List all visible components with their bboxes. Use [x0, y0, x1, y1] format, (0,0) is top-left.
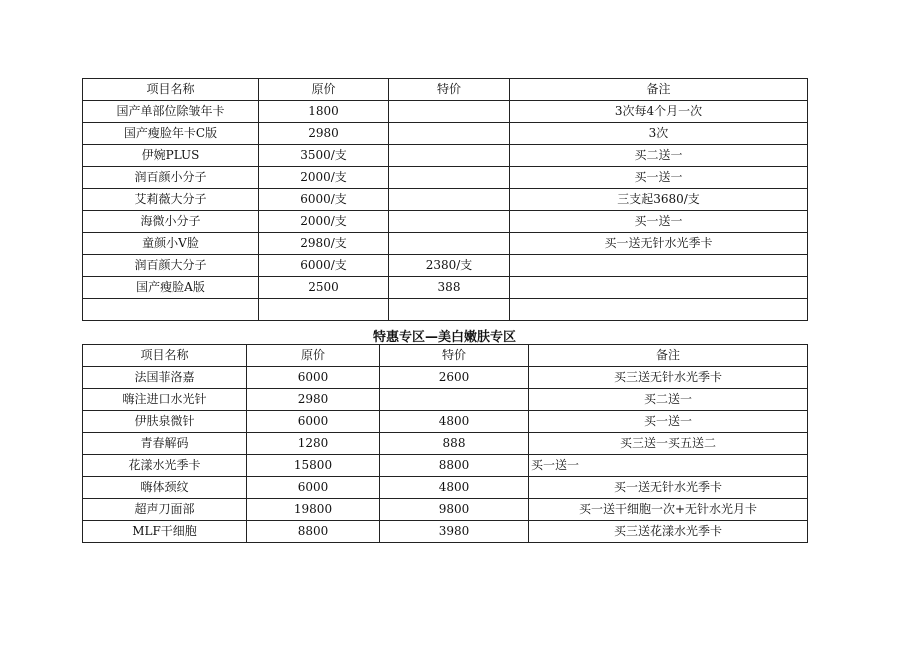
item-name-cell: 嗨体颈纹 [83, 477, 247, 499]
table-row [83, 411, 808, 433]
special-price-cell [380, 389, 529, 411]
remark-cell: 买一送干细胞一次+无针水光月卡 [529, 499, 808, 521]
original-price-cell: 19800 [247, 499, 380, 521]
remark-cell: 买一送一 [510, 167, 808, 189]
item-name-cell: 伊肤泉微针 [83, 411, 247, 433]
table-row [83, 211, 808, 233]
table-row [83, 521, 808, 543]
special-price-cell: 4800 [380, 477, 529, 499]
table-row [83, 367, 808, 389]
original-price-cell: 2980/支 [259, 233, 389, 255]
table-row [83, 123, 808, 145]
original-price-header: 原价 [247, 345, 380, 367]
original-price-cell: 6000/支 [259, 255, 389, 277]
original-price-cell: 6000 [247, 411, 380, 433]
original-price-header: 原价 [259, 79, 389, 101]
item-name-cell: 润百颜大分子 [83, 255, 259, 277]
remark-cell [510, 299, 808, 321]
remark-cell: 三支起3680/支 [510, 189, 808, 211]
original-price-cell: 3500/支 [259, 145, 389, 167]
original-price-cell: 6000 [247, 477, 380, 499]
special-price-cell: 8800 [380, 455, 529, 477]
original-price-cell [259, 299, 389, 321]
special-price-cell [389, 145, 510, 167]
special-price-cell: 3980 [380, 521, 529, 543]
item-name-cell: 童颜小V脸 [83, 233, 259, 255]
special-price-cell: 388 [389, 277, 510, 299]
header-row [83, 79, 808, 101]
remark-cell: 买三送花漾水光季卡 [529, 521, 808, 543]
remark-cell: 买三送无针水光季卡 [529, 367, 808, 389]
item-name-cell: 海微小分子 [83, 211, 259, 233]
special-price-cell: 2600 [380, 367, 529, 389]
remark-cell: 买三送一买五送二 [529, 433, 808, 455]
remark-cell: 买一送无针水光季卡 [529, 477, 808, 499]
original-price-cell: 1800 [259, 101, 389, 123]
special-price-header: 特价 [389, 79, 510, 101]
item-name-cell: 艾莉薇大分子 [83, 189, 259, 211]
original-price-cell: 8800 [247, 521, 380, 543]
item-name-header: 项目名称 [83, 79, 259, 101]
special-price-cell: 9800 [380, 499, 529, 521]
item-name-cell [83, 299, 259, 321]
special-price-cell [389, 167, 510, 189]
remark-cell: 买一送一 [510, 211, 808, 233]
item-name-cell: 国产单部位除皱年卡 [83, 101, 259, 123]
item-name-cell: 法国菲洛嘉 [83, 367, 247, 389]
item-name-cell: 国产瘦脸A版 [83, 277, 259, 299]
section-title: 特惠专区—美白嫩肤专区 [372, 330, 516, 345]
item-name-cell: 青春解码 [83, 433, 247, 455]
special-price-header: 特价 [380, 345, 529, 367]
special-price-cell [389, 233, 510, 255]
original-price-cell: 6000 [247, 367, 380, 389]
remark-cell: 买一送一 [529, 411, 808, 433]
special-price-cell [389, 101, 510, 123]
remark-cell: 买一送无针水光季卡 [510, 233, 808, 255]
table-row [83, 299, 808, 321]
table-row [83, 433, 808, 455]
remark-cell: 买一送一 [529, 455, 808, 477]
table-row [83, 499, 808, 521]
original-price-cell: 2000/支 [259, 211, 389, 233]
original-price-cell: 2980 [259, 123, 389, 145]
item-name-cell: 润百颜小分子 [83, 167, 259, 189]
original-price-cell: 6000/支 [259, 189, 389, 211]
special-price-cell [389, 123, 510, 145]
table-row [83, 167, 808, 189]
remark-cell [510, 255, 808, 277]
remark-cell: 3次 [510, 123, 808, 145]
original-price-cell: 1280 [247, 433, 380, 455]
item-name-cell: 国产瘦脸年卡C版 [83, 123, 259, 145]
remark-header: 备注 [510, 79, 808, 101]
item-name-cell: 超声刀面部 [83, 499, 247, 521]
price-table-2 [82, 344, 808, 543]
table-row [83, 189, 808, 211]
header-row [83, 345, 808, 367]
special-price-cell: 2380/支 [389, 255, 510, 277]
original-price-cell: 2980 [247, 389, 380, 411]
item-name-cell: MLF干细胞 [83, 521, 247, 543]
item-name-header: 项目名称 [83, 345, 247, 367]
table-row [83, 277, 808, 299]
special-price-cell: 4800 [380, 411, 529, 433]
table-row [83, 455, 808, 477]
table-row [83, 145, 808, 167]
table-row [83, 255, 808, 277]
special-price-cell [389, 189, 510, 211]
table-row [83, 101, 808, 123]
special-price-cell [389, 299, 510, 321]
remark-cell: 3次每4个月一次 [510, 101, 808, 123]
original-price-cell: 2000/支 [259, 167, 389, 189]
original-price-cell: 2500 [259, 277, 389, 299]
remark-cell [510, 277, 808, 299]
table-row [83, 389, 808, 411]
special-price-cell: 888 [380, 433, 529, 455]
table-row [83, 233, 808, 255]
item-name-cell: 嗨注进口水光针 [83, 389, 247, 411]
original-price-cell: 15800 [247, 455, 380, 477]
table-row [83, 477, 808, 499]
price-table-1 [82, 78, 808, 321]
item-name-cell: 伊婉PLUS [83, 145, 259, 167]
remark-header: 备注 [529, 345, 808, 367]
item-name-cell: 花漾水光季卡 [83, 455, 247, 477]
remark-cell: 买二送一 [510, 145, 808, 167]
special-price-cell [389, 211, 510, 233]
remark-cell: 买二送一 [529, 389, 808, 411]
